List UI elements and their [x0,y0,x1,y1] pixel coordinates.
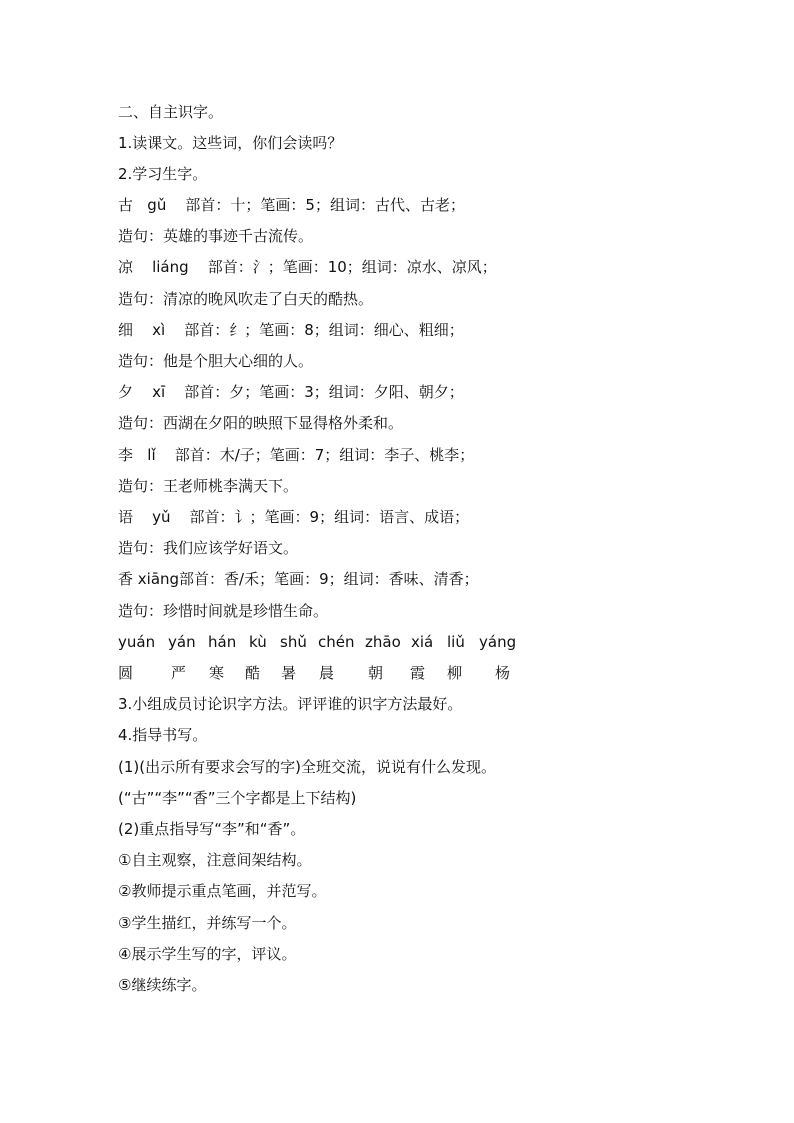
char-entry-yu: 语 yǔ 部首：讠；笔画：9；组词：语言、成语； [118,508,470,526]
hanzi-cell: 朝 [368,664,384,682]
text-line: (1)(出示所有要求会写的字)全班交流，说说有什么发现。 [118,758,496,776]
hanzi-row [118,663,518,683]
hanzi-cell: 酷 [245,664,261,682]
text-line: (“古”“李”“香”三个字都是上下结构) [118,789,357,807]
sentence-line: 造句：英雄的事迹千古流传。 [118,227,314,245]
pinyin-cell: yuán [118,633,156,651]
pinyin-cell: zhāo [365,633,401,651]
char-entry-liang: 凉 liáng 部首：氵；笔画：10；组词：凉水、凉风； [118,258,497,276]
text-line: 4.指导书写。 [118,726,208,744]
pinyin-row [118,632,518,652]
step-item: ④展示学生写的字，评议。 [118,945,297,963]
step-item: ⑤继续练字。 [118,976,207,994]
hanzi-cell: 晨 [319,664,335,682]
sentence-line: 造句：清凉的晚风吹走了白天的酷热。 [118,290,374,308]
text-line: (2)重点指导写“李”和“香”。 [118,820,306,838]
pinyin-cell: yán [168,633,196,651]
step-item: ①自主观察，注意间架结构。 [118,851,312,869]
hanzi-cell: 杨 [495,664,511,682]
text-line: 2.学习生字。 [118,165,208,183]
pinyin-cell: kù [249,633,267,651]
section-heading: 二、自主识字。 [118,103,224,121]
hanzi-cell: 暑 [281,664,297,682]
hanzi-cell: 寒 [209,664,225,682]
hanzi-cell: 柳 [447,664,463,682]
sentence-line: 造句：王老师桃李满天下。 [118,477,299,495]
char-entry-gu: 古 gǔ 部首：十；笔画：5；组词：古代、古老； [118,196,465,214]
text-line: 1.读课文。这些词，你们会读吗？ [118,134,343,152]
pinyin-cell: xiá [411,633,434,651]
pinyin-cell: chén [318,633,355,651]
char-entry-xiang: 香 xiāng部首：香/禾；笔画：9；组词：香味、清香； [118,570,479,588]
sentence-line: 造句：珍惜时间就是珍惜生命。 [118,602,329,620]
hanzi-cell: 霞 [410,664,426,682]
step-item: ③学生描红，并练写一个。 [118,914,297,932]
char-entry-li: 李 lǐ 部首：木/子；笔画：7；组词：李子、桃李； [118,446,475,464]
sentence-line: 造句：我们应该学好语文。 [118,539,299,557]
char-entry-xi-dusk: 夕 xī 部首：夕；笔画：3；组词：夕阳、朝夕； [118,383,464,401]
char-entry-xi: 细 xì 部首：纟；笔画：8；组词：细心、粗细； [118,321,464,339]
sentence-line: 造句：西湖在夕阳的映照下显得格外柔和。 [118,414,404,432]
hanzi-cell: 圆 [118,664,134,682]
pinyin-cell: yáng [479,633,517,651]
step-item: ②教师提示重点笔画，并范写。 [118,882,327,900]
text-line: 3.小组成员讨论识字方法。评评谁的识字方法最好。 [118,695,463,713]
pinyin-cell: hán [208,633,237,651]
sentence-line: 造句：他是个胆大心细的人。 [118,352,314,370]
pinyin-cell: shǔ [280,633,307,651]
hanzi-cell: 严 [171,664,187,682]
pinyin-cell: liǔ [447,633,465,651]
